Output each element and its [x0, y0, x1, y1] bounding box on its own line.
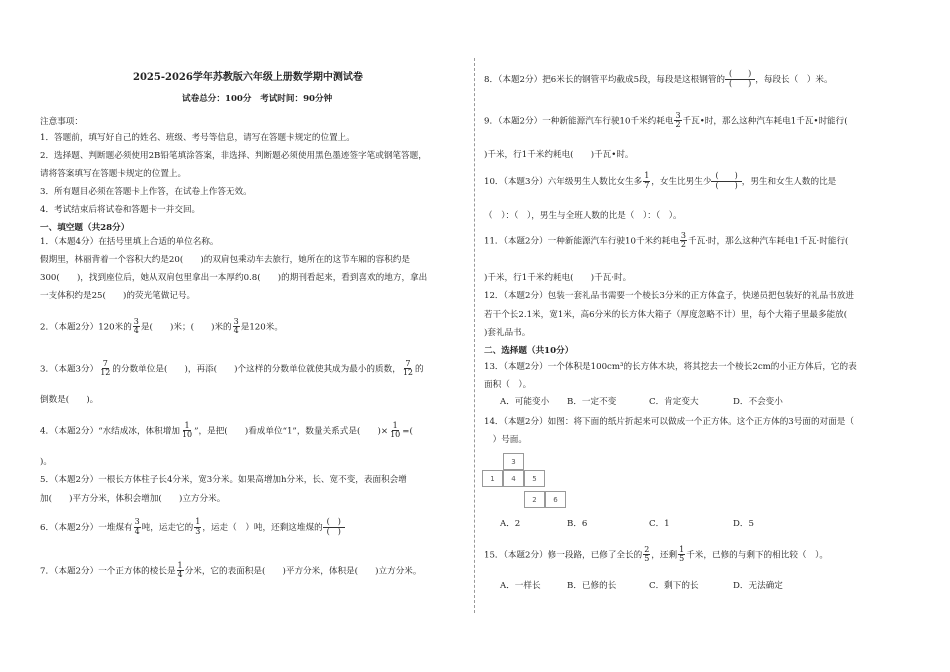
question-1-line: 1．（本题4分）在括号里填上合适的单位名称。 — [40, 237, 219, 247]
question-3-line: 倒数是( )。 — [40, 395, 99, 405]
section-heading: 一、填空题（共28分） — [40, 223, 130, 233]
net-cell: 1 — [482, 470, 503, 487]
notice-header: 注意事项： — [40, 117, 83, 127]
question-4: 4．（本题2分）“水结成冰，体积增加 $\frac{1}{10}$ ”，是把( )看成单位“1”，数量关系式是( )× $\frac{1}{10}$ =( — [40, 421, 413, 440]
question-10: 10．（本题3分）六年级男生人数比女生多 $\frac{1}{7}$ ，女生比男生少 ( ) ( ) ，男生和女生人数的比是 — [484, 171, 837, 190]
fraction: $\frac{2}{5}$ — [644, 545, 650, 564]
question-5-line: 5．（本题2分）一根长方体柱子长4分米，宽3分米。如果高增加h分米，长、宽不变，表面积会增 — [40, 475, 407, 485]
question-6: 6．（本题2分）一堆煤有 $\frac{3}{4}$ 吨，运走它的 $\frac{1}{3}$ ，运走（ ）吨，还剩这堆煤的 ( ) ( ) — [40, 518, 345, 537]
option-c: C．1 — [649, 519, 670, 529]
option-b: B．6 — [567, 519, 588, 529]
option-d: D．不会变小 — [733, 397, 783, 407]
net-cell: 6 — [545, 491, 566, 508]
option-c: C．肯定变大 — [649, 397, 699, 407]
question-10-line: （ ）：（ ），男生与全班人数的比是（ ）：（ ）。 — [484, 211, 682, 221]
question-11-line: )千米，行1千米约耗电( )千瓦·时。 — [484, 273, 632, 283]
question-12-line: )套礼品书。 — [484, 328, 531, 338]
fraction: $\frac{7}{12}$ — [100, 359, 111, 378]
question-2: 2．（本题2分）120米的 $\frac{3}{4}$ 是( )米；( )米的 $\frac{3}{4}$ 是120米。 — [40, 317, 283, 336]
net-cell: 5 — [524, 470, 545, 487]
column-divider — [474, 58, 475, 613]
exam-subtitle: 试卷总分：100分 考试时间：90分钟 — [182, 94, 333, 104]
notice-line: 请将答案填写在答题卡规定的位置上。 — [40, 169, 187, 179]
fraction: $\frac{3}{2}$ — [680, 231, 687, 250]
net-cell: 4 — [503, 470, 524, 487]
question-4-line: )。 — [40, 457, 52, 467]
notice-line: 2．选择题、判断题必须使用2B铅笔填涂答案，非选择、判断题必须使用黑色墨迹签字笔或钢笔答题， — [40, 151, 427, 161]
question-12-line: 若干个长2.1米，宽1米，高6分米的长方体大箱子（厚度忽略不计）里，每个大箱子里最多能放( — [484, 310, 848, 320]
fraction: $\frac{3}{4}$ — [133, 317, 139, 336]
exam-title: 2025-2026学年苏教版六年级上册数学期中测试卷 — [133, 72, 363, 83]
fraction: $\frac{1}{5}$ — [679, 545, 685, 564]
fraction: $\frac{3}{4}$ — [134, 517, 140, 536]
question-15: 15．（本题2分）修一段路，已修了全长的 $\frac{2}{5}$ ，还剩 $\frac{1}{5}$ 千米，已修的与剩下的相比较（ ）。 — [484, 545, 828, 564]
question-12-line: 12．（本题2分）包装一套礼品书需要一个棱长3分米的正方体盒子，快递员把包装好的礼品书放进 — [484, 291, 854, 301]
notice-line: 1．答题前，填写好自己的姓名、班级、考号等信息，请写在答题卡规定的位置上。 — [40, 133, 355, 143]
fraction: $\frac{1}{10}$ — [390, 421, 401, 440]
question-13-line: 13．（本题2分）一个体积是100cm³的长方体木块，将其挖去一个棱长2cm的小正方体后，它的表 — [484, 362, 857, 372]
option-a: A．2 — [500, 519, 521, 529]
question-3: 3．（本题3分） $\frac{7}{12}$ 的分数单位是( )，再添( )个这样的分数单位就使其成为最小的质数， $\frac{7}{12}$ 的 — [40, 359, 424, 378]
fraction: $\frac{1}{7}$ — [644, 171, 650, 190]
question-11: 11．（本题2分）一种新能源汽车行驶10千米约耗电 $\frac{3}{2}$ 千瓦·时，那么这种汽车耗电1千瓦·时能行( — [484, 231, 849, 250]
option-a: A．可能变小 — [500, 397, 550, 407]
fraction: $\frac{3}{2}$ — [675, 111, 681, 130]
answer-fraction-blank: ( ) ( ) — [711, 172, 741, 191]
fraction: $\frac{3}{4}$ — [233, 317, 239, 336]
option-c: C．剩下的长 — [649, 581, 699, 591]
net-cell: 2 — [524, 491, 545, 508]
notice-line: 4．考试结束后将试卷和答题卡一并交回。 — [40, 205, 201, 215]
question-13-line: 面积（ ）。 — [484, 380, 532, 390]
question-7: 7．（本题2分）一个正方体的棱长是 $\frac{1}{4}$ 分米，它的表面积是( )平方分米，体积是( )立方分米。 — [40, 561, 422, 580]
answer-fraction-blank: ( ) ( ) — [323, 518, 345, 537]
net-cell: 3 — [503, 453, 524, 470]
option-b: B．一定不变 — [567, 397, 617, 407]
fraction: $\frac{7}{12}$ — [402, 359, 413, 378]
question-9-line: )千米，行1千米约耗电( )千瓦•时。 — [484, 150, 634, 160]
option-d: D．无法确定 — [733, 581, 783, 591]
answer-fraction-blank: ( ) ( ) — [725, 70, 755, 89]
fraction: $\frac{1}{3}$ — [195, 517, 201, 536]
question-5-line: 加( )平方分米，体积会增加( )立方分米。 — [40, 494, 226, 504]
question-14-line: ）号面。 — [484, 435, 527, 445]
question-14-line: 14．（本题2分）如图：将下面的纸片折起来可以做成一个正方体。这个正方体的3号面的对面是（ — [484, 417, 854, 427]
question-9: 9．（本题2分）一种新能源汽车行驶10千米约耗电 $\frac{3}{2}$ 千瓦•时，那么这种汽车耗电1千瓦•时能行( — [484, 111, 848, 130]
section-heading: 二、选择题（共10分） — [484, 346, 574, 356]
question-1-line: 假期里，林丽背着一个容积大约是20( )的双肩包乘动车去旅行，她所在的这节车厢的容积约是 — [40, 255, 410, 265]
question-1-line: 300( )，找到座位后，她从双肩包里拿出一本厚约0.8( )的期刊看起来，看到喜欢的地方，拿出 — [40, 273, 428, 283]
option-b: B．已修的长 — [567, 581, 617, 591]
notice-line: 3．所有题目必须在答题卡上作答，在试卷上作答无效。 — [40, 187, 252, 197]
fraction: $\frac{1}{4}$ — [177, 561, 183, 580]
option-a: A．一样长 — [500, 581, 541, 591]
option-d: D．5 — [733, 519, 754, 529]
question-1-line: 一支体积约是25( )的荧光笔做记号。 — [40, 291, 196, 301]
question-8: 8．（本题2分）把6米长的钢管平均截成5段，每段是这根钢管的 ( ) ( ) ，每段长（ ）米。 — [484, 69, 833, 88]
fraction: $\frac{1}{10}$ — [181, 421, 193, 440]
